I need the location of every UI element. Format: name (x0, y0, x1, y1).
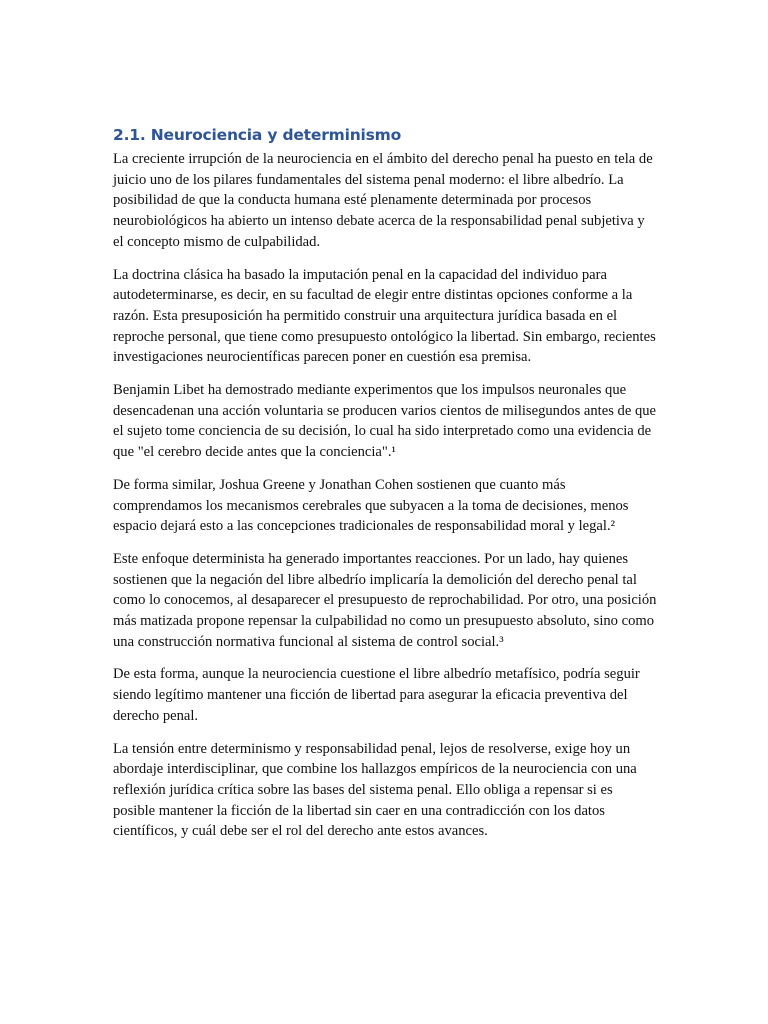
paragraph-2: La doctrina clásica ha basado la imputación penal en la capacidad del individuo para autodeterminarse, es decir, en su facultad de elegir entre distintas opciones conforme a la razón. Esta presuposición ha permitido construir una arquitectura jurídica basada en el reproche personal, que tiene como presupuesto ontológico la libertad. Sin embargo, recientes investigaciones neurocientíficas parecen poner en cuestión esa premisa. (113, 266, 656, 366)
paragraph-5: Este enfoque determinista ha generado importantes reacciones. Por un lado, hay quienes sostienen que la negación del libre albedrío implicaría la demolición del derecho penal tal como lo conocemos, al desaparecer el presupuesto de reprochabilidad. Por otro, una posición más matizada propone repensar la culpabilidad no como un presupuesto absoluto, sino como una construcción normativa funcional al sistema de control social.³ (113, 550, 657, 650)
section-heading: 2.1. Neurociencia y determinismo (113, 126, 402, 144)
document-body (113, 125, 658, 854)
paragraph-3: Benjamin Libet ha demostrado mediante experimentos que los impulsos neuronales que desencadenan una acción voluntaria se producen varios cientos de milisegundos antes de que el sujeto tome conciencia de su decisión, lo cual ha sido interpretado como una evidencia de que "el cerebro decide antes que la conciencia".¹ (113, 382, 657, 461)
paragraph-6: De esta forma, aunque la neurociencia cuestione el libre albedrío metafísico, podría seguir siendo legítimo mantener una ficción de libertad para asegurar la eficacia preventiva del derecho penal. (113, 666, 640, 724)
paragraph-1: La creciente irrupción de la neurociencia en el ámbito del derecho penal ha puesto en tela de juicio uno de los pilares fundamentales del sistema penal moderno: el libre albedrío. La posibilidad de que la conducta humana esté plenamente determinada por procesos neurobiológicos ha abierto un intenso debate acerca de la responsabilidad penal subjetiva y el concepto mismo de culpabilidad. (113, 151, 653, 250)
paragraph-4: De forma similar, Joshua Greene y Jonathan Cohen sostienen que cuanto más comprendamos los mecanismos cerebrales que subyacen a la toma de decisiones, menos espacio dejará esto a las concepciones tradicionales de responsabilidad moral y legal.² (113, 476, 629, 535)
paragraph-7: La tensión entre determinismo y responsabilidad penal, lejos de resolverse, exige hoy un abordaje interdisciplinar, que combine los hallazgos empíricos de la neurociencia con una reflexión jurídica crítica sobre las bases del sistema penal. Ello obliga a repensar si es posible mantener la ficción de la libertad sin caer en una contradicción con los datos científicos, y cuál debe ser el rol del derecho ante estos avances. (113, 740, 637, 840)
